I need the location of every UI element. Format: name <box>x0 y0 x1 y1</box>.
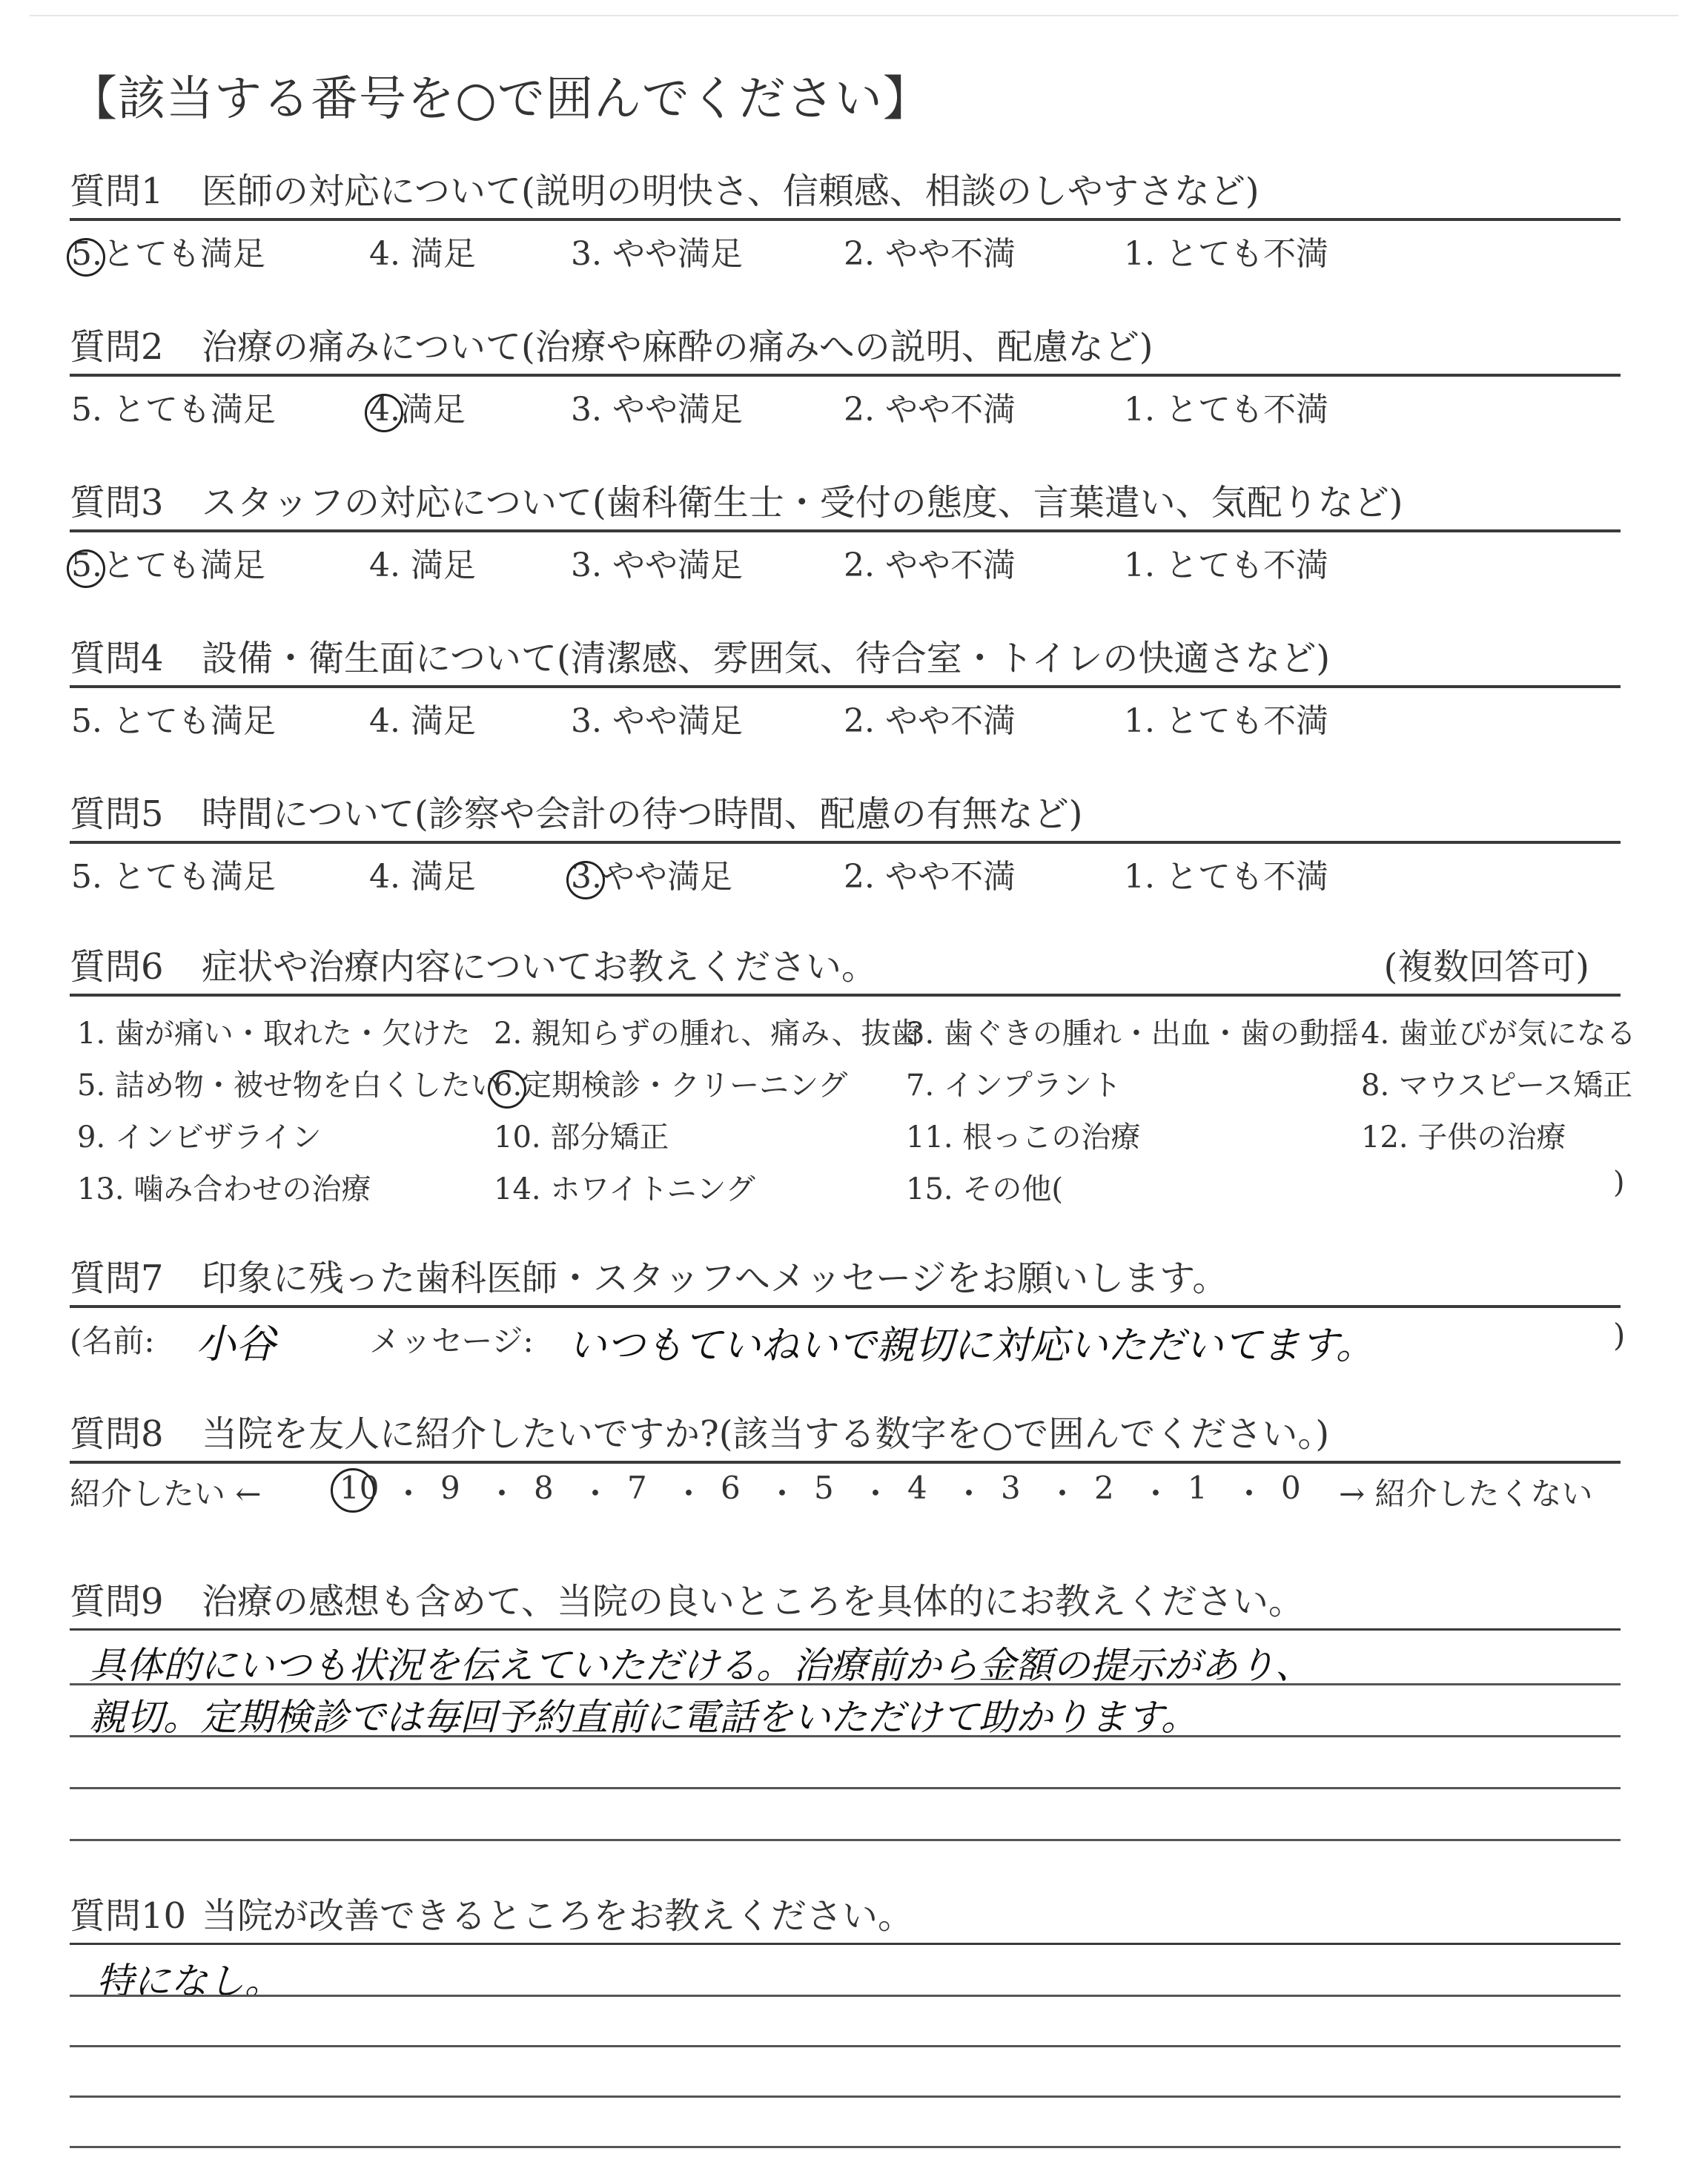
question-text: 医師の対応について(説明の明快さ、信頼感、相談のしやすさなど) <box>202 171 1260 212</box>
symptom-7[interactable]: 7. インプラント <box>906 1069 1122 1103</box>
recommend-left-label: 紹介したい ← <box>70 1476 262 1512</box>
ruled-line <box>70 1735 1621 1737</box>
scale-sep: ・ <box>1140 1476 1172 1512</box>
ruled-line <box>70 2095 1621 2098</box>
message-field[interactable]: いつもていねいで親切に対応いただいてます。 <box>568 1324 1374 1368</box>
scale-7[interactable]: 7 <box>627 1470 647 1506</box>
q4-option-2[interactable]: 2. やや不満 <box>844 702 1016 740</box>
q9-answer-line-2[interactable]: 親切。定期検診では毎回予約直前に電話をいただけて助かります。 <box>89 1696 1198 1739</box>
scale-5[interactable]: 5 <box>814 1470 834 1506</box>
question-text: 治療の痛みについて(治療や麻酔の痛みへの説明、配慮など) <box>202 326 1153 368</box>
q3-option-1[interactable]: 1. とても不満 <box>1124 546 1328 584</box>
scale-sep: ・ <box>486 1476 518 1512</box>
scale-sep: ・ <box>1234 1476 1265 1512</box>
message-close: ) <box>1613 1317 1626 1353</box>
ruled-line <box>70 2146 1621 2148</box>
question-number: 質問5 <box>70 793 164 835</box>
q4-option-4[interactable]: 4. 満足 <box>369 702 476 740</box>
q5-option-1[interactable]: 1. とても不満 <box>1124 858 1328 896</box>
symptom-11[interactable]: 11. 根っこの治療 <box>906 1120 1141 1155</box>
question-number: 質問7 <box>70 1258 164 1299</box>
q1-option-4[interactable]: 4. 満足 <box>369 235 476 273</box>
scale-sep: ・ <box>580 1476 612 1512</box>
scale-sep: ・ <box>1047 1476 1079 1512</box>
symptom-1[interactable]: 1. 歯が痛い・取れた・欠けた <box>77 1017 471 1051</box>
scale-8[interactable]: 8 <box>534 1470 554 1506</box>
ruled-line <box>70 2045 1621 2047</box>
q1-option-1[interactable]: 1. とても不満 <box>1124 235 1328 273</box>
symptom-13[interactable]: 13. 噛み合わせの治療 <box>77 1172 371 1206</box>
question-number: 質問2 <box>70 326 164 368</box>
question-number: 質問4 <box>70 638 164 679</box>
q4-option-5[interactable]: 5. とても満足 <box>71 702 276 740</box>
question-number: 質問1 <box>70 171 164 212</box>
question-3 <box>70 473 1621 532</box>
q1-option-3[interactable]: 3. やや満足 <box>571 235 743 273</box>
ruled-line <box>70 1787 1621 1789</box>
ruled-line <box>70 1995 1621 1997</box>
q2-option-4[interactable]: 4.満足 <box>369 391 466 429</box>
q2-option-1[interactable]: 1. とても不満 <box>1124 391 1328 429</box>
answer-circle: 4. <box>369 391 400 429</box>
top-border <box>30 15 1678 16</box>
question-number: 質問10 <box>70 1895 187 1937</box>
symptom-15[interactable]: 15. その他( <box>906 1172 1063 1206</box>
answer-circle: 5. <box>71 546 102 584</box>
scale-sep: ・ <box>393 1476 425 1512</box>
symptom-14[interactable]: 14. ホワイトニング <box>494 1172 755 1206</box>
question-5 <box>70 785 1621 844</box>
scale-10[interactable] <box>340 1470 379 1506</box>
question-text: 設備・衛生面について(清潔感、雰囲気、待合室・トイレの快適さなど) <box>202 638 1331 679</box>
symptom-2[interactable]: 2. 親知らずの腫れ、痛み、抜歯 <box>494 1017 921 1051</box>
ruled-line <box>70 1839 1621 1841</box>
answer-circle: 3. <box>571 858 602 896</box>
scale-sep: ・ <box>953 1476 985 1512</box>
question-text: 印象に残った歯科医師・スタッフへメッセージをお願いします。 <box>202 1258 1228 1299</box>
page-title: 【該当する番号を○で囲んでください】 <box>70 72 931 127</box>
q9-answer-line-1[interactable]: 具体的にいつも状況を伝えていただける。治療前から金額の提示があり、 <box>89 1644 1312 1687</box>
symptom-3[interactable]: 3. 歯ぐきの腫れ・出血・歯の動揺 <box>906 1017 1359 1051</box>
q5-option-5[interactable]: 5. とても満足 <box>71 858 276 896</box>
question-text: 治療の感想も含めて、当院の良いところを具体的にお教えください。 <box>202 1581 1305 1622</box>
question-text: 症状や治療内容についてお教えください。 <box>202 946 878 988</box>
question-7 <box>70 1249 1621 1308</box>
symptom-8[interactable]: 8. マウスピース矯正 <box>1361 1069 1633 1103</box>
symptom-10[interactable]: 10. 部分矯正 <box>494 1120 669 1155</box>
recommend-right-label: → 紹介したくない <box>1339 1476 1593 1512</box>
message-label: メッセージ: <box>369 1323 534 1359</box>
ruled-line <box>70 1683 1621 1685</box>
question-text: 時間について(診察や会計の待つ時間、配慮の有無など) <box>202 793 1083 835</box>
q3-option-3[interactable]: 3. やや満足 <box>571 546 743 584</box>
question-4 <box>70 629 1621 688</box>
symptom-4[interactable]: 4. 歯並びが気になる <box>1361 1017 1636 1051</box>
q2-option-3[interactable]: 3. やや満足 <box>571 391 743 429</box>
scale-4[interactable]: 4 <box>907 1470 927 1506</box>
symptom-15-close: ) <box>1613 1166 1625 1200</box>
q5-option-2[interactable]: 2. やや不満 <box>844 858 1016 896</box>
question-number: 質問3 <box>70 482 164 524</box>
q3-option-2[interactable]: 2. やや不満 <box>844 546 1016 584</box>
scale-1[interactable]: 1 <box>1188 1470 1208 1506</box>
question-9 <box>70 1572 1621 1631</box>
scale-3[interactable]: 3 <box>1001 1470 1021 1506</box>
scale-sep: ・ <box>767 1476 798 1512</box>
symptom-5[interactable]: 5. 詰め物・被せ物を白くしたい <box>77 1069 500 1103</box>
question-2 <box>70 317 1621 377</box>
q1-option-2[interactable]: 2. やや不満 <box>844 235 1016 273</box>
question-text: 当院が改善できるところをお教えください。 <box>202 1895 914 1937</box>
scale-9[interactable]: 9 <box>440 1470 460 1506</box>
q4-option-3[interactable]: 3. やや満足 <box>571 702 743 740</box>
question-number: 質問8 <box>70 1413 164 1455</box>
q4-option-1[interactable]: 1. とても不満 <box>1124 702 1328 740</box>
q3-option-5[interactable]: 5.とても満足 <box>71 546 265 584</box>
q2-option-5[interactable]: 5. とても満足 <box>71 391 276 429</box>
answer-circle: 6. <box>494 1069 523 1103</box>
scale-2[interactable]: 2 <box>1094 1470 1114 1506</box>
question-text: スタッフの対応について(歯科衛生士・受付の態度、言葉遣い、気配りなど) <box>202 482 1403 524</box>
answer-circle: 5. <box>71 235 102 273</box>
q5-option-3[interactable]: 3.やや満足 <box>571 858 732 896</box>
q5-option-4[interactable]: 4. 満足 <box>369 858 476 896</box>
answer-circle: 10 <box>340 1470 380 1506</box>
name-field[interactable]: 小谷 <box>196 1321 276 1367</box>
question-number: 質問6 <box>70 946 164 988</box>
name-label: (名前: <box>70 1323 155 1359</box>
question-number: 質問9 <box>70 1581 164 1622</box>
question-8 <box>70 1404 1621 1464</box>
question-1 <box>70 162 1621 221</box>
symptom-9[interactable]: 9. インビザライン <box>77 1120 322 1155</box>
q1-option-5[interactable]: 5.とても満足 <box>71 235 265 273</box>
q2-option-2[interactable]: 2. やや不満 <box>844 391 1016 429</box>
scale-sep: ・ <box>860 1476 892 1512</box>
scale-sep: ・ <box>673 1476 705 1512</box>
scale-0[interactable]: 0 <box>1281 1470 1301 1506</box>
question-10 <box>70 1886 1621 1945</box>
multiple-answer-note: (複数回答可) <box>1383 946 1589 988</box>
symptom-12[interactable]: 12. 子供の治療 <box>1361 1120 1566 1155</box>
question-6 <box>70 937 1621 997</box>
question-text: 当院を友人に紹介したいですか?(該当する数字を○で囲んでください。) <box>202 1413 1330 1455</box>
q3-option-4[interactable]: 4. 満足 <box>369 546 476 584</box>
q10-answer[interactable]: 特になし。 <box>96 1960 282 2003</box>
scale-6[interactable]: 6 <box>721 1470 741 1506</box>
symptom-6[interactable]: 6.定期検診・クリーニング <box>494 1069 848 1103</box>
